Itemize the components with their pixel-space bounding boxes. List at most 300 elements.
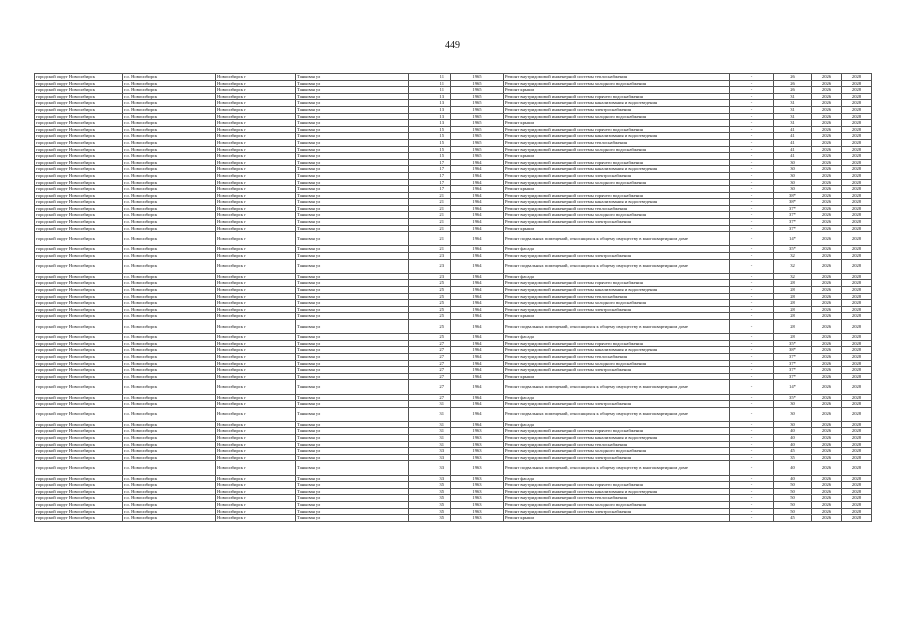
amount-cell: 31 — [774, 93, 812, 100]
table-row — [35, 253, 872, 260]
amount-cell: 28 — [774, 319, 812, 333]
amount-cell: 37* — [774, 205, 812, 212]
locality-cell: Новосибирск г — [216, 360, 296, 367]
period-start-cell: 2026 — [812, 199, 842, 206]
municipal-district-cell: городской округ Новосибирск — [35, 246, 123, 253]
period-start-cell: 2026 — [812, 488, 842, 495]
municipal-district-cell: городской округ Новосибирск — [35, 461, 123, 475]
period-end-cell: 2028 — [842, 139, 872, 146]
street-cell: Танковая ул — [296, 319, 409, 333]
period-end-cell: 2028 — [842, 166, 872, 173]
build-year-cell: 1964 — [451, 319, 504, 333]
municipality-cell: г.о. Новосибирск — [123, 380, 216, 394]
period-start-cell: 2026 — [812, 407, 842, 421]
period-start-cell: 2026 — [812, 300, 842, 307]
dash-cell: - — [730, 87, 774, 94]
build-year-cell: 1964 — [451, 293, 504, 300]
house-number-cell: 15 — [409, 139, 451, 146]
municipality-cell: г.о. Новосибирск — [123, 475, 216, 482]
dash-cell: - — [730, 133, 774, 140]
period-start-cell: 2026 — [812, 421, 842, 428]
municipality-cell: г.о. Новосибирск — [123, 394, 216, 401]
municipality-cell: г.о. Новосибирск — [123, 113, 216, 120]
work-type-cell: Ремонт внутридомовой инженерной системы горячего водоснабжения — [504, 340, 730, 347]
locality-cell: Новосибирск г — [216, 280, 296, 287]
work-type-cell: Ремонт внутридомовой инженерной системы холодного водоснабжения — [504, 212, 730, 219]
locality-cell: Новосибирск г — [216, 353, 296, 360]
locality-cell: Новосибирск г — [216, 113, 296, 120]
work-type-cell: Ремонт внутридомовой инженерной системы горячего водоснабжения — [504, 159, 730, 166]
work-type-cell: Ремонт фасада — [504, 394, 730, 401]
amount-cell: 50 — [774, 482, 812, 489]
period-end-cell: 2028 — [842, 259, 872, 273]
amount-cell: 32 — [774, 273, 812, 280]
municipality-cell: г.о. Новосибирск — [123, 353, 216, 360]
table-row — [35, 508, 872, 515]
municipality-cell: г.о. Новосибирск — [123, 212, 216, 219]
municipal-district-cell: городской округ Новосибирск — [35, 192, 123, 199]
locality-cell: Новосибирск г — [216, 347, 296, 354]
street-cell: Танковая ул — [296, 353, 409, 360]
municipal-district-cell: городской округ Новосибирск — [35, 179, 123, 186]
house-number-cell: 25 — [409, 293, 451, 300]
house-number-cell: 17 — [409, 186, 451, 193]
amount-cell: 30 — [774, 401, 812, 408]
period-end-cell: 2028 — [842, 482, 872, 489]
work-type-cell: Ремонт крыши — [504, 87, 730, 94]
dash-cell: - — [730, 74, 774, 81]
table-row — [35, 407, 872, 421]
house-number-cell: 21 — [409, 192, 451, 199]
municipal-district-cell: городской округ Новосибирск — [35, 93, 123, 100]
municipality-cell: г.о. Новосибирск — [123, 360, 216, 367]
work-type-cell: Ремонт внутридомовой инженерной системы горячего водоснабжения — [504, 482, 730, 489]
amount-cell: 41 — [774, 126, 812, 133]
street-cell: Танковая ул — [296, 347, 409, 354]
street-cell: Танковая ул — [296, 488, 409, 495]
period-start-cell: 2026 — [812, 428, 842, 435]
municipal-district-cell: городской округ Новосибирск — [35, 159, 123, 166]
table-row — [35, 495, 872, 502]
street-cell: Танковая ул — [296, 205, 409, 212]
build-year-cell: 1964 — [451, 347, 504, 354]
dash-cell: - — [730, 93, 774, 100]
period-end-cell: 2028 — [842, 373, 872, 380]
house-number-cell: 35 — [409, 502, 451, 509]
locality-cell: Новосибирск г — [216, 306, 296, 313]
build-year-cell: 1964 — [451, 259, 504, 273]
dash-cell: - — [730, 508, 774, 515]
street-cell: Танковая ул — [296, 139, 409, 146]
amount-cell: 38* — [774, 347, 812, 354]
municipality-cell: г.о. Новосибирск — [123, 293, 216, 300]
house-number-cell: 15 — [409, 133, 451, 140]
municipal-district-cell: городской округ Новосибирск — [35, 113, 123, 120]
dash-cell: - — [730, 253, 774, 260]
work-type-cell: Ремонт внутридомовой инженерной системы электроснабжения — [504, 401, 730, 408]
period-start-cell: 2026 — [812, 373, 842, 380]
period-start-cell: 2026 — [812, 159, 842, 166]
street-cell: Танковая ул — [296, 482, 409, 489]
table-row — [35, 126, 872, 133]
amount-cell: 32 — [774, 253, 812, 260]
locality-cell: Новосибирск г — [216, 74, 296, 81]
amount-cell: 26 — [774, 80, 812, 87]
street-cell: Танковая ул — [296, 380, 409, 394]
period-end-cell: 2028 — [842, 428, 872, 435]
work-type-cell: Ремонт подвальных помещений, относящихся к общему имуществу в многоквартирном доме — [504, 407, 730, 421]
amount-cell: 26 — [774, 87, 812, 94]
work-type-cell: Ремонт подвальных помещений, относящихся к общему имуществу в многоквартирном доме — [504, 461, 730, 475]
municipality-cell: г.о. Новосибирск — [123, 407, 216, 421]
period-start-cell: 2026 — [812, 126, 842, 133]
dash-cell: - — [730, 461, 774, 475]
build-year-cell: 1964 — [451, 407, 504, 421]
street-cell: Танковая ул — [296, 441, 409, 448]
municipality-cell: г.о. Новосибирск — [123, 153, 216, 160]
table-row — [35, 401, 872, 408]
amount-cell: 32 — [774, 259, 812, 273]
work-type-cell: Ремонт внутридомовой инженерной системы холодного водоснабжения — [504, 113, 730, 120]
municipal-district-cell: городской округ Новосибирск — [35, 80, 123, 87]
dash-cell: - — [730, 502, 774, 509]
table-row — [35, 334, 872, 341]
work-type-cell: Ремонт внутридомовой инженерной системы канализования и водоотведения — [504, 199, 730, 206]
municipal-district-cell: городской округ Новосибирск — [35, 87, 123, 94]
period-end-cell: 2028 — [842, 475, 872, 482]
street-cell: Танковая ул — [296, 100, 409, 107]
build-year-cell: 1964 — [451, 373, 504, 380]
period-start-cell: 2026 — [812, 74, 842, 81]
period-start-cell: 2026 — [812, 192, 842, 199]
work-type-cell: Ремонт внутридомовой инженерной системы горячего водоснабжения — [504, 280, 730, 287]
dash-cell: - — [730, 407, 774, 421]
municipal-district-cell: городской округ Новосибирск — [35, 515, 123, 522]
street-cell: Танковая ул — [296, 373, 409, 380]
municipal-district-cell: городской округ Новосибирск — [35, 106, 123, 113]
work-type-cell: Ремонт внутридомовой инженерной системы холодного водоснабжения — [504, 146, 730, 153]
locality-cell: Новосибирск г — [216, 428, 296, 435]
build-year-cell: 1963 — [451, 515, 504, 522]
table-row — [35, 205, 872, 212]
municipality-cell: г.о. Новосибирск — [123, 367, 216, 374]
build-year-cell: 1964 — [451, 360, 504, 367]
house-number-cell: 17 — [409, 159, 451, 166]
municipal-district-cell: городской округ Новосибирск — [35, 475, 123, 482]
municipality-cell: г.о. Новосибирск — [123, 199, 216, 206]
work-type-cell: Ремонт внутридомовой инженерной системы холодного водоснабжения — [504, 300, 730, 307]
house-number-cell: 31 — [409, 407, 451, 421]
municipality-cell: г.о. Новосибирск — [123, 448, 216, 455]
period-end-cell: 2028 — [842, 93, 872, 100]
municipal-district-cell: городской округ Новосибирск — [35, 367, 123, 374]
period-start-cell: 2026 — [812, 515, 842, 522]
locality-cell: Новосибирск г — [216, 199, 296, 206]
period-end-cell: 2028 — [842, 100, 872, 107]
work-type-cell: Ремонт крыши — [504, 186, 730, 193]
dash-cell: - — [730, 394, 774, 401]
table-row — [35, 293, 872, 300]
work-type-cell: Ремонт крыши — [504, 153, 730, 160]
amount-cell: 37* — [774, 212, 812, 219]
dash-cell: - — [730, 192, 774, 199]
municipality-cell: г.о. Новосибирск — [123, 100, 216, 107]
build-year-cell: 1965 — [451, 100, 504, 107]
period-end-cell: 2028 — [842, 179, 872, 186]
street-cell: Танковая ул — [296, 80, 409, 87]
table-row — [35, 146, 872, 153]
municipality-cell: г.о. Новосибирск — [123, 259, 216, 273]
period-start-cell: 2026 — [812, 172, 842, 179]
repair-registry-table — [34, 73, 872, 522]
municipality-cell: г.о. Новосибирск — [123, 319, 216, 333]
house-number-cell: 21 — [409, 199, 451, 206]
build-year-cell: 1963 — [451, 454, 504, 461]
period-start-cell: 2026 — [812, 435, 842, 442]
municipal-district-cell: городской округ Новосибирск — [35, 435, 123, 442]
municipal-district-cell: городской округ Новосибирск — [35, 319, 123, 333]
street-cell: Танковая ул — [296, 273, 409, 280]
locality-cell: Новосибирск г — [216, 93, 296, 100]
street-cell: Танковая ул — [296, 179, 409, 186]
build-year-cell: 1964 — [451, 212, 504, 219]
house-number-cell: 13 — [409, 113, 451, 120]
period-end-cell: 2028 — [842, 80, 872, 87]
period-end-cell: 2028 — [842, 380, 872, 394]
build-year-cell: 1964 — [451, 219, 504, 226]
dash-cell: - — [730, 166, 774, 173]
municipal-district-cell: городской округ Новосибирск — [35, 508, 123, 515]
locality-cell: Новосибирск г — [216, 100, 296, 107]
work-type-cell: Ремонт внутридомовой инженерной системы канализования и водоотведения — [504, 488, 730, 495]
build-year-cell: 1965 — [451, 113, 504, 120]
municipality-cell: г.о. Новосибирск — [123, 166, 216, 173]
dash-cell: - — [730, 373, 774, 380]
municipality-cell: г.о. Новосибирск — [123, 133, 216, 140]
table-row — [35, 488, 872, 495]
amount-cell: 30 — [774, 179, 812, 186]
dash-cell: - — [730, 454, 774, 461]
work-type-cell: Ремонт фасада — [504, 421, 730, 428]
amount-cell: 40 — [774, 428, 812, 435]
work-type-cell: Ремонт внутридомовой инженерной системы электроснабжения — [504, 219, 730, 226]
street-cell: Танковая ул — [296, 219, 409, 226]
house-number-cell: 11 — [409, 74, 451, 81]
municipal-district-cell: городской округ Новосибирск — [35, 407, 123, 421]
dash-cell: - — [730, 488, 774, 495]
dash-cell: - — [730, 259, 774, 273]
period-start-cell: 2026 — [812, 441, 842, 448]
municipal-district-cell: городской округ Новосибирск — [35, 219, 123, 226]
build-year-cell: 1963 — [451, 435, 504, 442]
build-year-cell: 1964 — [451, 394, 504, 401]
period-end-cell: 2028 — [842, 353, 872, 360]
dash-cell: - — [730, 205, 774, 212]
build-year-cell: 1964 — [451, 159, 504, 166]
street-cell: Танковая ул — [296, 401, 409, 408]
locality-cell: Новосибирск г — [216, 407, 296, 421]
work-type-cell: Ремонт внутридомовой инженерной системы канализования и водоотведения — [504, 100, 730, 107]
work-type-cell: Ремонт внутридомовой инженерной системы горячего водоснабжения — [504, 126, 730, 133]
house-number-cell: 25 — [409, 280, 451, 287]
municipal-district-cell: городской округ Новосибирск — [35, 280, 123, 287]
house-number-cell: 23 — [409, 253, 451, 260]
work-type-cell: Ремонт внутридомовой инженерной системы канализования и водоотведения — [504, 166, 730, 173]
dash-cell: - — [730, 80, 774, 87]
municipal-district-cell: городской округ Новосибирск — [35, 232, 123, 246]
amount-cell: 45 — [774, 448, 812, 455]
period-end-cell: 2028 — [842, 448, 872, 455]
amount-cell: 50 — [774, 508, 812, 515]
amount-cell: 28 — [774, 306, 812, 313]
locality-cell: Новосибирск г — [216, 495, 296, 502]
work-type-cell: Ремонт крыши — [504, 373, 730, 380]
table-row — [35, 441, 872, 448]
municipal-district-cell: городской округ Новосибирск — [35, 146, 123, 153]
table-row — [35, 133, 872, 140]
amount-cell: 35 — [774, 454, 812, 461]
locality-cell: Новосибирск г — [216, 380, 296, 394]
table-row — [35, 87, 872, 94]
registry-body — [35, 74, 872, 522]
municipality-cell: г.о. Новосибирск — [123, 313, 216, 320]
municipality-cell: г.о. Новосибирск — [123, 80, 216, 87]
street-cell: Танковая ул — [296, 133, 409, 140]
period-end-cell: 2028 — [842, 199, 872, 206]
locality-cell: Новосибирск г — [216, 159, 296, 166]
dash-cell: - — [730, 246, 774, 253]
amount-cell: 37* — [774, 360, 812, 367]
build-year-cell: 1964 — [451, 192, 504, 199]
work-type-cell: Ремонт внутридомовой инженерной системы канализования и водоотведения — [504, 287, 730, 294]
municipality-cell: г.о. Новосибирск — [123, 74, 216, 81]
period-end-cell: 2028 — [842, 133, 872, 140]
work-type-cell: Ремонт внутридомовой инженерной системы горячего водоснабжения — [504, 192, 730, 199]
locality-cell: Новосибирск г — [216, 435, 296, 442]
locality-cell: Новосибирск г — [216, 179, 296, 186]
period-start-cell: 2026 — [812, 120, 842, 127]
house-number-cell: 33 — [409, 475, 451, 482]
period-end-cell: 2028 — [842, 495, 872, 502]
table-row — [35, 192, 872, 199]
period-end-cell: 2028 — [842, 367, 872, 374]
table-row — [35, 100, 872, 107]
amount-cell: 30 — [774, 421, 812, 428]
street-cell: Танковая ул — [296, 508, 409, 515]
period-start-cell: 2026 — [812, 347, 842, 354]
amount-cell: 30 — [774, 159, 812, 166]
table-row — [35, 246, 872, 253]
house-number-cell: 23 — [409, 273, 451, 280]
municipality-cell: г.о. Новосибирск — [123, 441, 216, 448]
dash-cell: - — [730, 441, 774, 448]
locality-cell: Новосибирск г — [216, 139, 296, 146]
work-type-cell: Ремонт крыши — [504, 225, 730, 232]
work-type-cell: Ремонт внутридомовой инженерной системы канализования и водоотведения — [504, 435, 730, 442]
street-cell: Танковая ул — [296, 120, 409, 127]
locality-cell: Новосибирск г — [216, 441, 296, 448]
amount-cell: 35* — [774, 340, 812, 347]
municipal-district-cell: городской округ Новосибирск — [35, 126, 123, 133]
period-start-cell: 2026 — [812, 360, 842, 367]
municipality-cell: г.о. Новосибирск — [123, 482, 216, 489]
period-start-cell: 2026 — [812, 448, 842, 455]
municipality-cell: г.о. Новосибирск — [123, 126, 216, 133]
municipal-district-cell: городской округ Новосибирск — [35, 100, 123, 107]
municipality-cell: г.о. Новосибирск — [123, 93, 216, 100]
house-number-cell: 27 — [409, 360, 451, 367]
street-cell: Танковая ул — [296, 280, 409, 287]
period-end-cell: 2028 — [842, 306, 872, 313]
table-row — [35, 120, 872, 127]
municipal-district-cell: городской округ Новосибирск — [35, 199, 123, 206]
street-cell: Танковая ул — [296, 428, 409, 435]
municipal-district-cell: городской округ Новосибирск — [35, 340, 123, 347]
house-number-cell: 33 — [409, 454, 451, 461]
municipal-district-cell: городской округ Новосибирск — [35, 205, 123, 212]
house-number-cell: 25 — [409, 313, 451, 320]
amount-cell: 35* — [774, 246, 812, 253]
work-type-cell: Ремонт крыши — [504, 120, 730, 127]
dash-cell: - — [730, 300, 774, 307]
municipality-cell: г.о. Новосибирск — [123, 159, 216, 166]
municipality-cell: г.о. Новосибирск — [123, 225, 216, 232]
locality-cell: Новосибирск г — [216, 515, 296, 522]
dash-cell: - — [730, 232, 774, 246]
municipal-district-cell: городской округ Новосибирск — [35, 306, 123, 313]
house-number-cell: 31 — [409, 441, 451, 448]
municipal-district-cell: городской округ Новосибирск — [35, 172, 123, 179]
period-start-cell: 2026 — [812, 319, 842, 333]
municipality-cell: г.о. Новосибирск — [123, 186, 216, 193]
municipal-district-cell: городской округ Новосибирск — [35, 454, 123, 461]
period-end-cell: 2028 — [842, 319, 872, 333]
locality-cell: Новосибирск г — [216, 461, 296, 475]
period-end-cell: 2028 — [842, 172, 872, 179]
street-cell: Танковая ул — [296, 475, 409, 482]
table-row — [35, 482, 872, 489]
table-row — [35, 353, 872, 360]
table-row — [35, 166, 872, 173]
street-cell: Танковая ул — [296, 306, 409, 313]
street-cell: Танковая ул — [296, 232, 409, 246]
build-year-cell: 1964 — [451, 205, 504, 212]
amount-cell: 28 — [774, 280, 812, 287]
period-start-cell: 2026 — [812, 225, 842, 232]
period-end-cell: 2028 — [842, 205, 872, 212]
period-end-cell: 2028 — [842, 340, 872, 347]
table-row — [35, 259, 872, 273]
locality-cell: Новосибирск г — [216, 232, 296, 246]
period-end-cell: 2028 — [842, 74, 872, 81]
street-cell: Танковая ул — [296, 495, 409, 502]
period-start-cell: 2026 — [812, 461, 842, 475]
work-type-cell: Ремонт внутридомовой инженерной системы электроснабжения — [504, 172, 730, 179]
locality-cell: Новосибирск г — [216, 508, 296, 515]
dash-cell: - — [730, 120, 774, 127]
locality-cell: Новосибирск г — [216, 172, 296, 179]
amount-cell: 30 — [774, 172, 812, 179]
period-end-cell: 2028 — [842, 287, 872, 294]
dash-cell: - — [730, 293, 774, 300]
period-end-cell: 2028 — [842, 219, 872, 226]
period-start-cell: 2026 — [812, 502, 842, 509]
build-year-cell: 1963 — [451, 448, 504, 455]
work-type-cell: Ремонт внутридомовой инженерной системы холодного водоснабжения — [504, 502, 730, 509]
house-number-cell: 31 — [409, 428, 451, 435]
dash-cell: - — [730, 380, 774, 394]
municipality-cell: г.о. Новосибирск — [123, 192, 216, 199]
